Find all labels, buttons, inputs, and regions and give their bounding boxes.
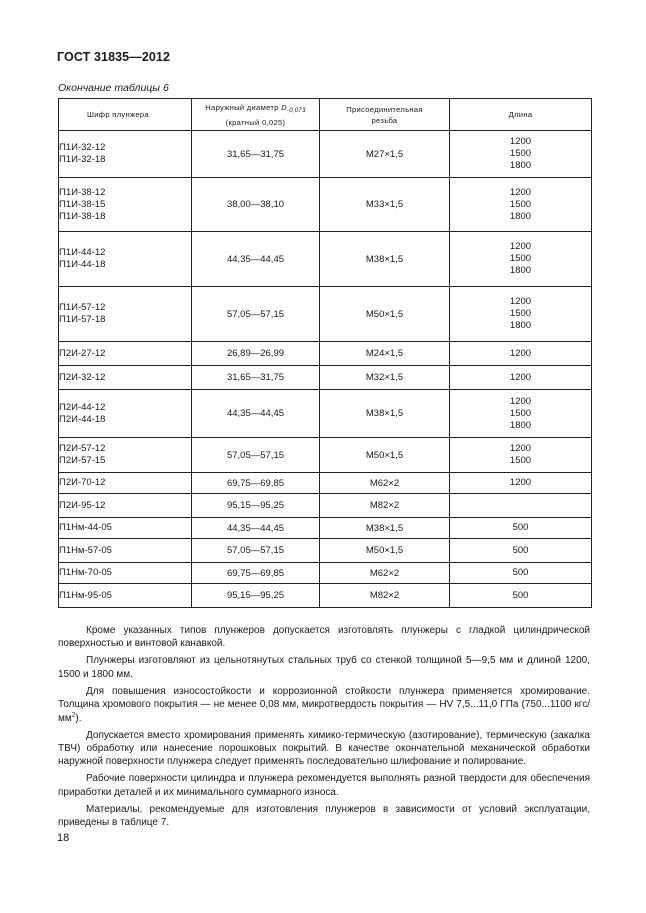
cell-length (450, 232, 592, 287)
cell-thread: М50×1,5 (320, 539, 450, 563)
length-value: 1200 (509, 136, 532, 147)
plunger-code: П1И-44-12 (59, 247, 106, 258)
paragraph-6: Материалы, рекомендуемые для изготовления плунжеров в зависимости от условий эксплуатации, приведены в таблице 7. (58, 803, 590, 829)
table-row (59, 518, 592, 539)
cell-outer-diameter: 57,05—57,15 (192, 438, 320, 473)
table-caption: Окончание таблицы 6 (58, 82, 169, 94)
cell-plunger-code (59, 494, 192, 518)
cell-plunger-code (59, 473, 192, 494)
header-plunger-code: Шифр плунжера (59, 99, 192, 131)
cell-outer-diameter: 44,35—44,45 (192, 232, 320, 287)
cell-plunger-code (59, 287, 192, 342)
length-value: 1500 (509, 198, 532, 210)
length-value: 1800 (509, 210, 532, 222)
cell-thread: М50×1,5 (320, 438, 450, 473)
cell-outer-diameter: 69,75—69,85 (192, 563, 320, 584)
table-row (59, 539, 592, 563)
plunger-code: П1И-38-18 (59, 210, 106, 222)
plunger-code: П1И-44-18 (59, 259, 106, 270)
paragraph-3-end: ). (75, 712, 82, 724)
paragraph-3-superscript: 2 (71, 711, 76, 719)
header-thread (320, 99, 450, 131)
cell-thread: М82×2 (320, 494, 450, 518)
cell-length (450, 584, 592, 608)
plunger-code: П2И-44-18 (59, 413, 106, 425)
plunger-code: П2И-27-12 (59, 347, 106, 359)
cell-length (450, 342, 592, 366)
plunger-code: П2И-57-12 (59, 443, 106, 454)
table-body (59, 131, 592, 608)
cell-plunger-code (59, 342, 192, 366)
table-row (59, 563, 592, 584)
cell-thread: М82×2 (320, 584, 450, 608)
cell-length (450, 473, 592, 494)
cell-plunger-code (59, 518, 192, 539)
table-header-row (59, 99, 592, 131)
cell-outer-diameter: 95,15—95,25 (192, 584, 320, 608)
cell-outer-diameter: 26,89—26,99 (192, 342, 320, 366)
plunger-code: П1И-38-15 (59, 198, 106, 210)
cell-length (450, 563, 592, 584)
plunger-code: П1И-38-12 (59, 186, 106, 198)
header-diameter-symbol: D (281, 102, 287, 112)
length-value: 1500 (509, 455, 532, 466)
cell-plunger-code (59, 539, 192, 563)
cell-outer-diameter: 38,00—38,10 (192, 178, 320, 232)
cell-thread: М62×2 (320, 473, 450, 494)
header-thread-line1: Присоединительная (346, 104, 423, 114)
plunger-code: П1Нм-70-05 (59, 567, 112, 578)
table-row (59, 342, 592, 366)
length-value: 1800 (509, 265, 532, 276)
cell-length (450, 438, 592, 473)
cell-outer-diameter: 95,15—95,25 (192, 494, 320, 518)
plunger-code: П2И-70-12 (59, 477, 106, 488)
plunger-code: П2И-44-12 (59, 401, 106, 413)
plunger-code: П2И-32-12 (59, 371, 106, 383)
table-row (59, 584, 592, 608)
table-row (59, 366, 592, 390)
paragraph-2: Плунжеры изготовляют из цельнотянутых стальных труб со стенкой толщиной 5—9,5 мм и длиной 1200, 1500 и 1800 мм. (58, 655, 590, 680)
header-thread-line2: резьба (371, 115, 398, 125)
length-value: 1200 (509, 241, 532, 252)
length-value: 1200 (509, 296, 532, 307)
cell-plunger-code (59, 178, 192, 232)
cell-length (450, 390, 592, 438)
cell-thread: М38×1,5 (320, 518, 450, 539)
plunger-code: П1И-57-18 (59, 314, 106, 325)
length-value: 1200 (509, 395, 532, 407)
cell-outer-diameter: 44,35—44,45 (192, 390, 320, 438)
length-value: 1800 (509, 320, 532, 331)
table-row (59, 178, 592, 232)
plunger-code: П2И-95-12 (59, 499, 106, 511)
length-value: 1500 (509, 148, 532, 159)
cell-outer-diameter: 31,65—31,75 (192, 131, 320, 178)
cell-plunger-code (59, 366, 192, 390)
paragraph-1: Кроме указанных типов плунжеров допускается изготовлять плунжеры с гладкой цилиндрической поверхностью и винтовой канавкой. (58, 625, 590, 650)
paragraph-5: Рабочие поверхности цилиндра и плунжера рекомендуется выполнять разной твердости для обеспечения приработки деталей и их минимального суммарного износа. (58, 773, 590, 798)
cell-length (450, 178, 592, 232)
length-value: 1200 (509, 347, 532, 359)
header-outer-diameter (192, 99, 320, 131)
cell-thread: М62×2 (320, 563, 450, 584)
paragraph-4: Допускается вместо хромирования применять химико-термическую (азотирование), термическую (закалка ТВЧ) обработку или нанесение порошковых покрытий. В качестве окончательной механической обработки наружной поверхности плунжера следует применять последовательно шлифование и полирование. (58, 729, 590, 768)
cell-plunger-code (59, 563, 192, 584)
cell-plunger-code (59, 131, 192, 178)
length-value: 1500 (509, 308, 532, 319)
cell-thread: М33×1,5 (320, 178, 450, 232)
cell-outer-diameter: 44,35—44,45 (192, 518, 320, 539)
length-value: 1800 (509, 160, 532, 171)
length-value: 500 (512, 589, 529, 601)
page-number: 18 (57, 832, 70, 844)
cell-thread: М38×1,5 (320, 232, 450, 287)
cell-plunger-code (59, 390, 192, 438)
plunger-code: П1И-32-18 (59, 154, 106, 165)
plunger-code: П1Нм-57-05 (59, 544, 112, 556)
length-value: 500 (512, 544, 529, 556)
cell-plunger-code (59, 438, 192, 473)
plunger-code: П1И-57-12 (59, 302, 106, 313)
table-row (59, 494, 592, 518)
cell-thread: М24×1,5 (320, 342, 450, 366)
length-value: 1500 (509, 407, 532, 419)
plunger-code: П1И-32-12 (59, 142, 106, 153)
length-value: 500 (512, 567, 529, 578)
length-value: 500 (512, 522, 529, 533)
plunger-code: П1Нм-44-05 (59, 522, 112, 533)
cell-length (450, 518, 592, 539)
length-value: 1200 (509, 371, 532, 383)
cell-length (450, 287, 592, 342)
length-value: 1200 (509, 477, 532, 488)
body-text (58, 624, 590, 833)
cell-plunger-code (59, 584, 192, 608)
table-row (59, 438, 592, 473)
cell-thread: М50×1,5 (320, 287, 450, 342)
header-diameter-label: Наружный диаметр (205, 102, 279, 112)
cell-length (450, 539, 592, 563)
standard-code: ГОСТ 31835—2012 (57, 50, 171, 64)
length-value: 1500 (509, 253, 532, 264)
cell-length (450, 131, 592, 178)
paragraph-3 (58, 685, 590, 725)
paragraph-3-text: Для повышения износостойкости и коррозионной стойкости плунжера применяется хромирование. Толщина хромового покрытия — не менее 0,08 мм, микротвердость покрытия — HV 7,5...11,0 ГПа (750...1100 кгс/мм (58, 685, 590, 724)
cell-thread: М32×1,5 (320, 366, 450, 390)
cell-outer-diameter: 57,05—57,15 (192, 287, 320, 342)
plunger-code: П2И-57-15 (59, 455, 106, 466)
table-row (59, 390, 592, 438)
cell-length (450, 494, 592, 518)
length-value: 1200 (509, 443, 532, 454)
header-length: Длина (450, 99, 592, 131)
cell-outer-diameter: 57,05—57,15 (192, 539, 320, 563)
table-row (59, 473, 592, 494)
header-diameter-tolerance: -0,073 (286, 107, 306, 114)
table-row (59, 287, 592, 342)
cell-thread: М38×1,5 (320, 390, 450, 438)
cell-length (450, 366, 592, 390)
cell-thread: М27×1,5 (320, 131, 450, 178)
cell-outer-diameter: 31,65—31,75 (192, 366, 320, 390)
length-value: 1200 (509, 186, 532, 198)
cell-outer-diameter: 69,75—69,85 (192, 473, 320, 494)
header-diameter-note: (кратный 0,025) (225, 117, 286, 127)
plunger-code: П1Нм-95-05 (59, 589, 112, 601)
table-row (59, 131, 592, 178)
cell-plunger-code (59, 232, 192, 287)
table-row (59, 232, 592, 287)
plunger-spec-table (58, 98, 592, 608)
length-value: 1800 (509, 419, 532, 431)
